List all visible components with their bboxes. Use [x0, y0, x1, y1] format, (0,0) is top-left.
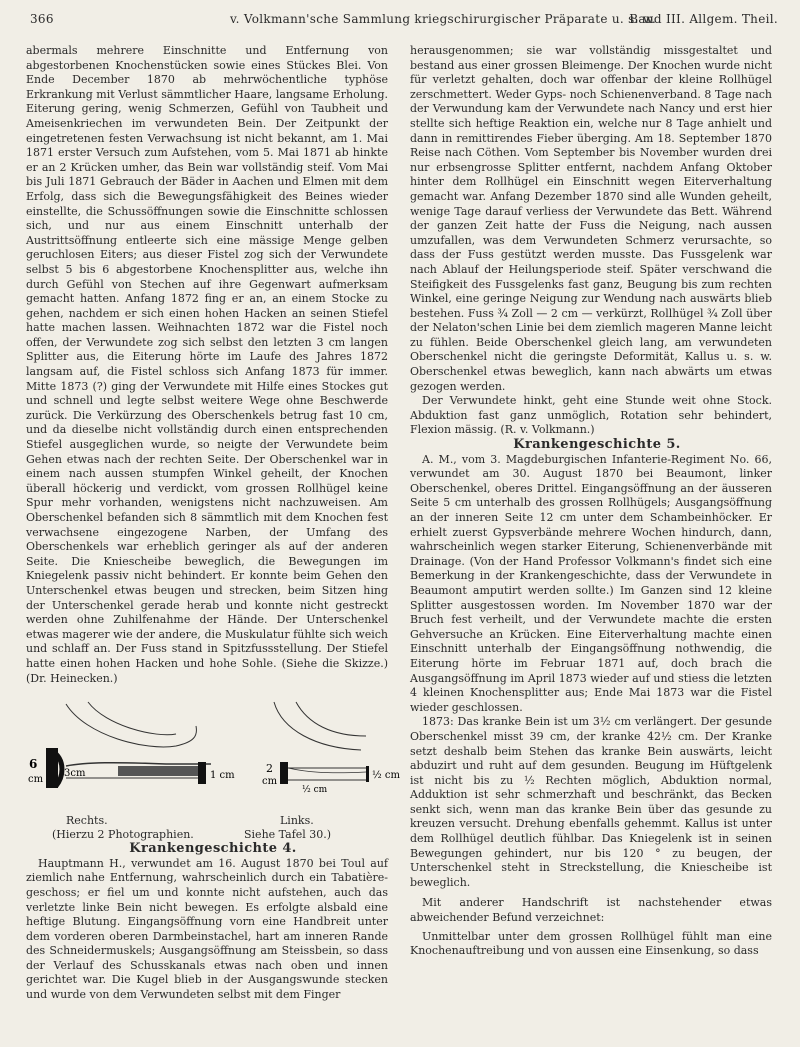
- dim-label-2-unit: cm: [262, 776, 278, 788]
- paragraph: Der Verwundete hinkt, geht eine Stunde weit ohne Stock. Abduktion fast ganz unmöglich, Rotation sehr behindert, Flexion mässig. (R. v. Volkmann.): [410, 394, 772, 437]
- dim-label-1cm: 1 cm: [210, 770, 235, 782]
- leg-sketch-figure: [26, 696, 400, 814]
- section-heading: Krankengeschichte 4.: [129, 841, 297, 857]
- caption-part-a: (Hierzu 2 Photographien.: [52, 828, 194, 842]
- caption-part-b: Siehe Tafel 30.): [244, 828, 332, 842]
- dim-label-6: 6: [29, 757, 38, 772]
- dim-label-3cm: 3cm: [64, 768, 86, 780]
- label-rechts: Rechts.: [66, 814, 108, 828]
- section-heading: Krankengeschichte 5.: [513, 437, 681, 453]
- page-header: [30, 12, 778, 34]
- paragraph: Mit anderer Handschrift ist nachstehender etwas abweichender Befund verzeichnet:: [410, 896, 772, 925]
- page-number: 366: [30, 12, 54, 26]
- scale-bar-1cm: [198, 762, 206, 784]
- paragraph: 1873: Das kranke Bein ist um 3½ cm verlängert. Der gesunde Oberschenkel misst 39 cm, der kranke 42½ cm. Der Kranke setzt deshalb beim Stehen das kranke Bein auswärts, leicht abduzirt und ruht auf dem gesunden. Beugung im Hüftgelenk ist nicht bis zu ½ Rechten möglich, Abduktion normal, Adduktion ist sehr schmerzhaft und beschränkt, das Becken senkt sich, wenn man das kranke Bein über das gesunde zu kreuzen versucht. Drehung ebenfalls gehemmt. Kallus ist unter dem Rollhügel deutlich fühlbar. Das Kniegelenk ist in seinen Bewegungen gehindert, nur bis 120 ° zu beugen, der Unterschenkel steht in Streckstellung, die Kniescheibe ist beweglich.: [410, 715, 772, 889]
- left-column: [26, 44, 400, 1003]
- leg-sketch: [26, 696, 400, 814]
- label-links: Links.: [280, 814, 314, 828]
- dim-label-half-right: ½ cm: [372, 770, 400, 782]
- paragraph: A. M., vom 3. Magdeburgischen Infanterie-Regiment No. 66, verwundet am 30. August 1870 bei Beaumont, linker Oberschenkel, oberes Drittel. Eingangsöffnung an der äusseren Seite 5 cm unterhalb des grossen Rollhügels; Ausgangsöffnung an der inneren Seite 12 cm unter dem Schambeinhöcker. Er erhielt zuerst Gypsverbände mehrere Wochen hindurch, dann, wahrscheinlich wegen starker Eiterung, Schienenverbände mit Drainage. (Von der Hand Professor Volkmann's findet sich eine Bemerkung in der Krankengeschichte, dass der Verwundete in Beaumont amputirt werden sollte.) Im Ganzen sind 12 kleine Splitter ausgestossen worden. Im November 1870 war der Bruch fest verheilt, und der Verwundete machte die ersten Gehversuche an Krücken. Eine Eiterverhaltung machte einen Einschnitt unterhalb der Eingangsöffnung nothwendig, die Eiterung hörte im Februar 1871 auf, doch brach die Ausgangsöffnung im April 1873 wieder auf und stiess die letzten 4 kleinen Knochensplitter aus; Ende Mai 1873 war die Fistel wieder geschlossen.: [410, 452, 772, 714]
- right-column: [410, 44, 772, 959]
- volume-label: Band III. Allgem. Theil.: [629, 12, 778, 26]
- paragraph: Hauptmann H., verwundet am 16. August 1870 bei Toul auf ziemlich nahe Entfernung, wahrscheinlich durch ein Tabatière-geschoss; er fiel um und konnte nicht aufstehen, auch das verletzte linke Bein nicht bewegen. Es erfolgte alsbald eine heftige Blutung. Eingangsöffnung vorn eine Handbreit unter dem vorderen oberen Darmbeinstachel, hart am inneren Rande des Schneidermuskels; Ausgangsöffnung am Steissbein, so dass der Verlauf des Schusskanals etwas nach oben und innen gerichtet war. Die Kugel blieb in der Ausgangswunde stecken und wurde von dem Verwundeten selbst mit dem Finger: [26, 856, 388, 1002]
- paragraph: herausgenommen; sie war vollständig missgestaltet und bestand aus einer grossen Bleimenge. Der Knochen wurde nicht für verletzt gehalten, doch war offenbar der kleine Rollhügel zerschmettert. Weder Gyps- noch Schienenverband. 8 Tage nach der Verwundung kam der Verwundete nach Nancy und erst hier stellte sich heftige Reaktion ein, welche nur 8 Tage anhielt und dann in remittirendes Fieber überging. Am 18. September 1870 Reise nach Cöthen. Vom September bis November wurden drei nur erbsengrosse Splitter entfernt, nachdem Anfang Oktober hinter dem Rollhügel ein Einschnitt wegen Eiterverhaltung gemacht war. Anfang Dezember 1870 sind alle Wunden geheilt, wenige Tage darauf verliess der Verwundete das Bett. Während der ganzen Zeit hatte der Fuss die Neigung, nach aussen umzufallen, was dem Verwundeten Schmerz verursachte, so dass der Fuss gestützt werden musste. Das Fussgelenk war nach Ablauf der Heilungsperiode steif. Später verschwand die Steifigkeit des Fussgelenks fast ganz, Beugung bis zum rechten Winkel, eine geringe Neigung zur Wendung nach auswärts blieb bestehen. Fuss ¾ Zoll — 2 cm — verkürzt, Rollhügel ¾ Zoll über der Nelaton'schen Linie bei dem ziemlich mageren Manne leicht zu fühlen. Beide Oberschenkel gleich lang, am verwundeten Oberschenkel nicht die geringste Deformität, Kallus u. s. w. Oberschenkel etwas beweglich, kann nach abwärts um etwas gezogen werden.: [410, 44, 772, 393]
- right-leg-drawing: [66, 702, 211, 778]
- figure-side-labels: [26, 814, 388, 828]
- scale-bar-2cm: [280, 762, 288, 784]
- paragraph: Unmittelbar unter dem grossen Rollhügel fühlt man eine Knochenauftreibung und von aussen eine Einsenkung, so dass: [410, 929, 772, 958]
- dim-label-cm: cm: [28, 774, 44, 786]
- paragraph: abermals mehrere Einschnitte und Entfernung von abgestorbenen Knochenstücken sowie eines Stückes Blei. Von Ende December 1870 ab mehrwöchentliche typhöse Erkrankung mit Verlust sämmtlicher Haare, langsame Erholung. Eiterung gering, wenig Schmerzen, Gefühl von Taubheit und Ameisenkriechen im verwundeten Bein. Der Zeitpunkt der eingetretenen festen Verwachsung ist nicht bekannt, am 1. Mai 1871 erster Versuch zum Aufstehen, vom 5. Mai 1871 ab hinkte er an 2 Krücken umher, das Bein war vollständig steif. Vom Mai bis Juli 1871 Gebrauch der Bäder in Aachen und Elmen mit dem Erfolg, dass sich die Bewegungsfähigkeit des Beines wieder einstellte, die Schussöffnungen sowie die Einschnitte schlossen sich, und nur aus einem Einschnitt unterhalb der Austrittsöffnung entleerte sich eine mässige Menge gelben geruchlosen Eiters; aus dieser Fistel zog sich der Verwundete selbst 5 bis 6 abgestorbene Knochensplitter aus, welche ihn durch Gefühl von Stechen auf ihre Gegenwart aufmerksam gemacht hatten. Anfang 1872 fing er an, an einem Stocke zu gehen, nachdem er sich einen hohen Hacken an seinen Stiefel hatte machen lassen. Weihnachten 1872 war die Fistel noch offen, der Verwundete zog sich selbst den letzten 3 cm langen Splitter aus, die Eiterung hörte im Laufe des Jahres 1872 langsam auf, die Fistel schloss sich Anfang 1873 für immer. Mitte 1873 (?) ging der Verwundete mit Hilfe eines Stockes gut und schnell und legte selbst weitere Wege ohne Beschwerde zurück. Die Verkürzung des Oberschenkels betrug fast 10 cm, und da dieselbe nicht vollständig durch einen entsprechenden Stiefel ausgeglichen wurde, so neigte der Verwundete beim Gehen etwas nach der rechten Seite. Der Oberschenkel war in einem nach aussen stumpfen Winkel geheilt, der Knochen überall höckerig und verdickt, vom grossen Rollhügel keine Spur mehr vorhanden, wenigstens nicht nachzuweisen. Am Oberschenkel befanden sich 8 sämmtlich mit dem Knochen fest verwachsene eingezogene Narben, der Umfang des Oberschenkels war erheblich geringer als auf der anderen Seite. Die Kniescheibe beweglich, die Bewegungen im Kniegelenk passiv nicht behindert. Er konnte beim Gehen den Unterschenkel etwas beugen und strecken, beim Sitzen hing der Unterschenkel gerade herab und konnte nicht gestreckt werden ohne Zuhilfenahme der Hände. Der Unterschenkel etwas magerer wie der andere, die Muskulatur fühlte sich weich und schlaff an. Der Fuss stand in Spitzfussstellung. Der Stiefel hatte einen hohen Hacken und hohe Sohle. (Siehe die Skizze.) (Dr. Heinecken.): [26, 44, 388, 685]
- scale-bar-half-cm: [366, 766, 369, 782]
- running-title: v. Volkmann'sche Sammlung kriegschirurgischer Präparate u. s. w.: [230, 12, 657, 26]
- dim-label-2: 2: [266, 762, 273, 776]
- figure-caption: [26, 828, 388, 842]
- dim-label-half-bottom: ½ cm: [302, 785, 328, 796]
